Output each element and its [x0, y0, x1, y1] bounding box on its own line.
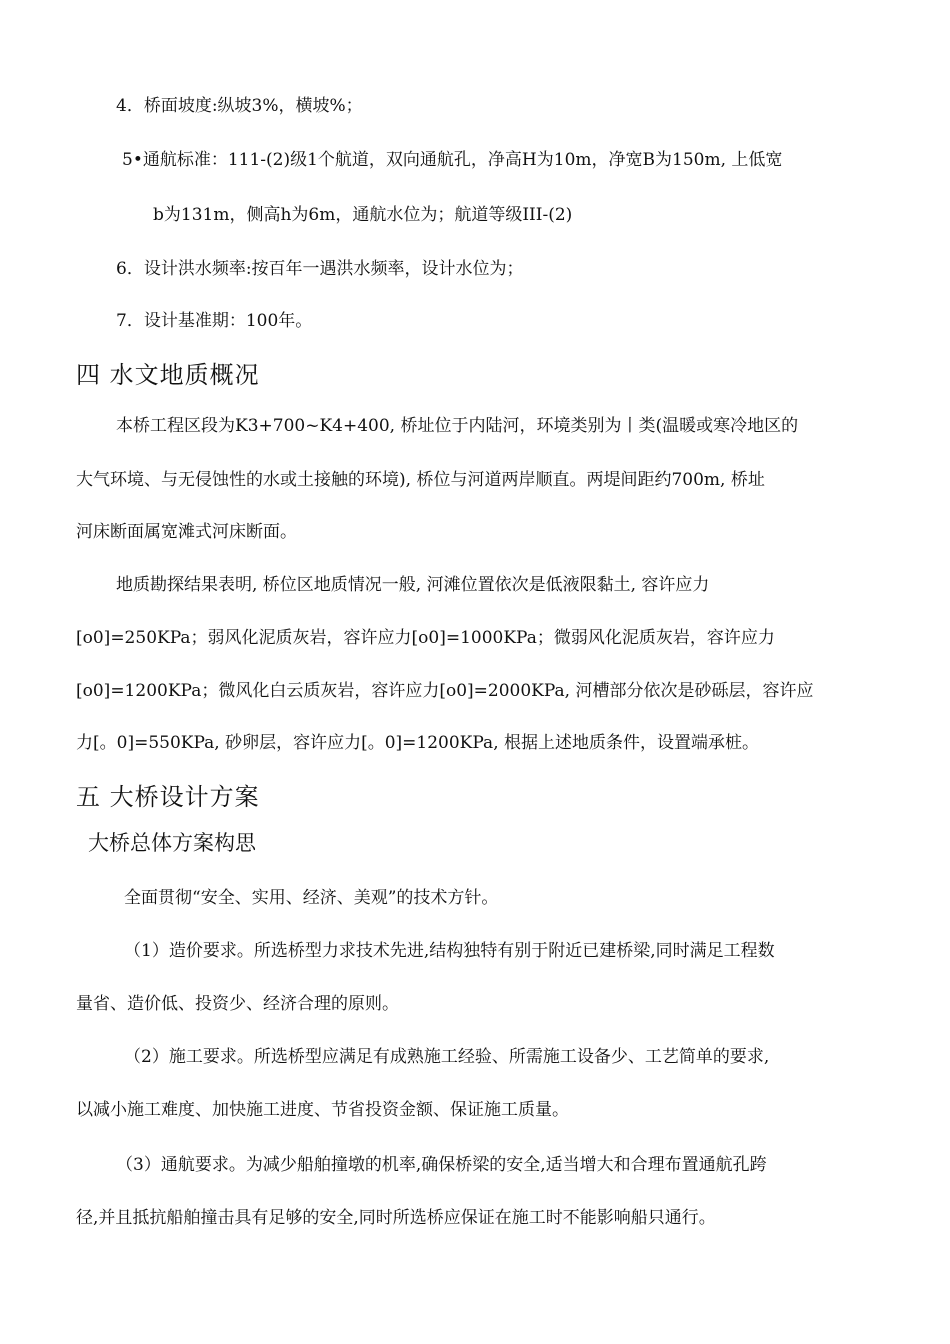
hydro-para1-line2: 大气环境、与无侵蚀性的水或土接触的环境), 桥位与河道两岸顺直。两堤间距约700m, 桥址 — [76, 470, 765, 490]
hydro-para1-line1: 本桥工程区段为K3+700~K4+400, 桥址位于内陆河，环境类别为丨类(温暖或寒冷地区的 — [116, 416, 799, 436]
subheading-overall-concept: 大桥总体方案构思 — [88, 831, 256, 855]
section-heading-hydrogeology: 四 水文地质概况 — [76, 361, 260, 389]
requirement-navigation-line1: （3）通航要求。为减少船舶撞墩的机率,确保桥梁的安全,适当增大和合理布置通航孔跨 — [116, 1155, 767, 1175]
geo-para2-line2: [o0]=250KPa；弱风化泥质灰岩，容许应力[o0]=1000KPa；微弱风化泥质灰岩，容许应力 — [76, 628, 775, 648]
requirement-construction-line2: 以减小施工难度、加快施工进度、节省投资金额、保证施工质量。 — [76, 1100, 569, 1120]
geo-para2-line4: 力[。0]=550KPa, 砂卵层，容许应力[。0]=1200KPa, 根据上述地质条件，设置端承桩。 — [76, 733, 759, 753]
item-navigation-standard-cont: b为131m，侧高h为6m，通航水位为；航道等级III-(2) — [153, 205, 573, 225]
design-intro: 全面贯彻“安全、实用、经济、美观”的技术方针。 — [124, 888, 499, 908]
requirement-cost-line2: 量省、造价低、投资少、经济合理的原则。 — [76, 994, 399, 1014]
hydro-para1-line3: 河床断面属宽滩式河床断面。 — [76, 522, 297, 542]
geo-para2-line1: 地质勘探结果表明, 桥位区地质情况一般, 河滩位置依次是低液限黏土, 容许应力 — [116, 575, 710, 595]
requirement-construction-line1: （2）施工要求。所选桥型应满足有成熟施工经验、所需施工设备少、工艺简单的要求, — [124, 1047, 770, 1067]
requirement-cost-line1: （1）造价要求。所选桥型力求技术先进,结构独特有别于附近已建桥梁,同时满足工程数 — [124, 941, 775, 961]
geo-para2-line3: [o0]=1200KPa；微风化白云质灰岩，容许应力[o0]=2000KPa, 河槽部分依次是砂砾层，容许应 — [76, 681, 814, 701]
item-flood-frequency: 6．设计洪水频率:按百年一遇洪水频率，设计水位为； — [116, 259, 524, 279]
requirement-navigation-line2: 径,并且抵抗船舶撞击具有足够的安全,同时所选桥应保证在施工时不能影响船只通行。 — [76, 1208, 716, 1228]
item-design-period: 7．设计基准期：100年。 — [116, 311, 313, 331]
section-heading-bridge-design: 五 大桥设计方案 — [76, 783, 260, 811]
item-slope: 4．桥面坡度:纵坡3%，横坡%； — [116, 96, 363, 116]
item-navigation-standard: 5•通航标准：111-(2)级1个航道，双向通航孔，净高H为10m，净宽B为150m, 上低宽 — [122, 150, 783, 170]
